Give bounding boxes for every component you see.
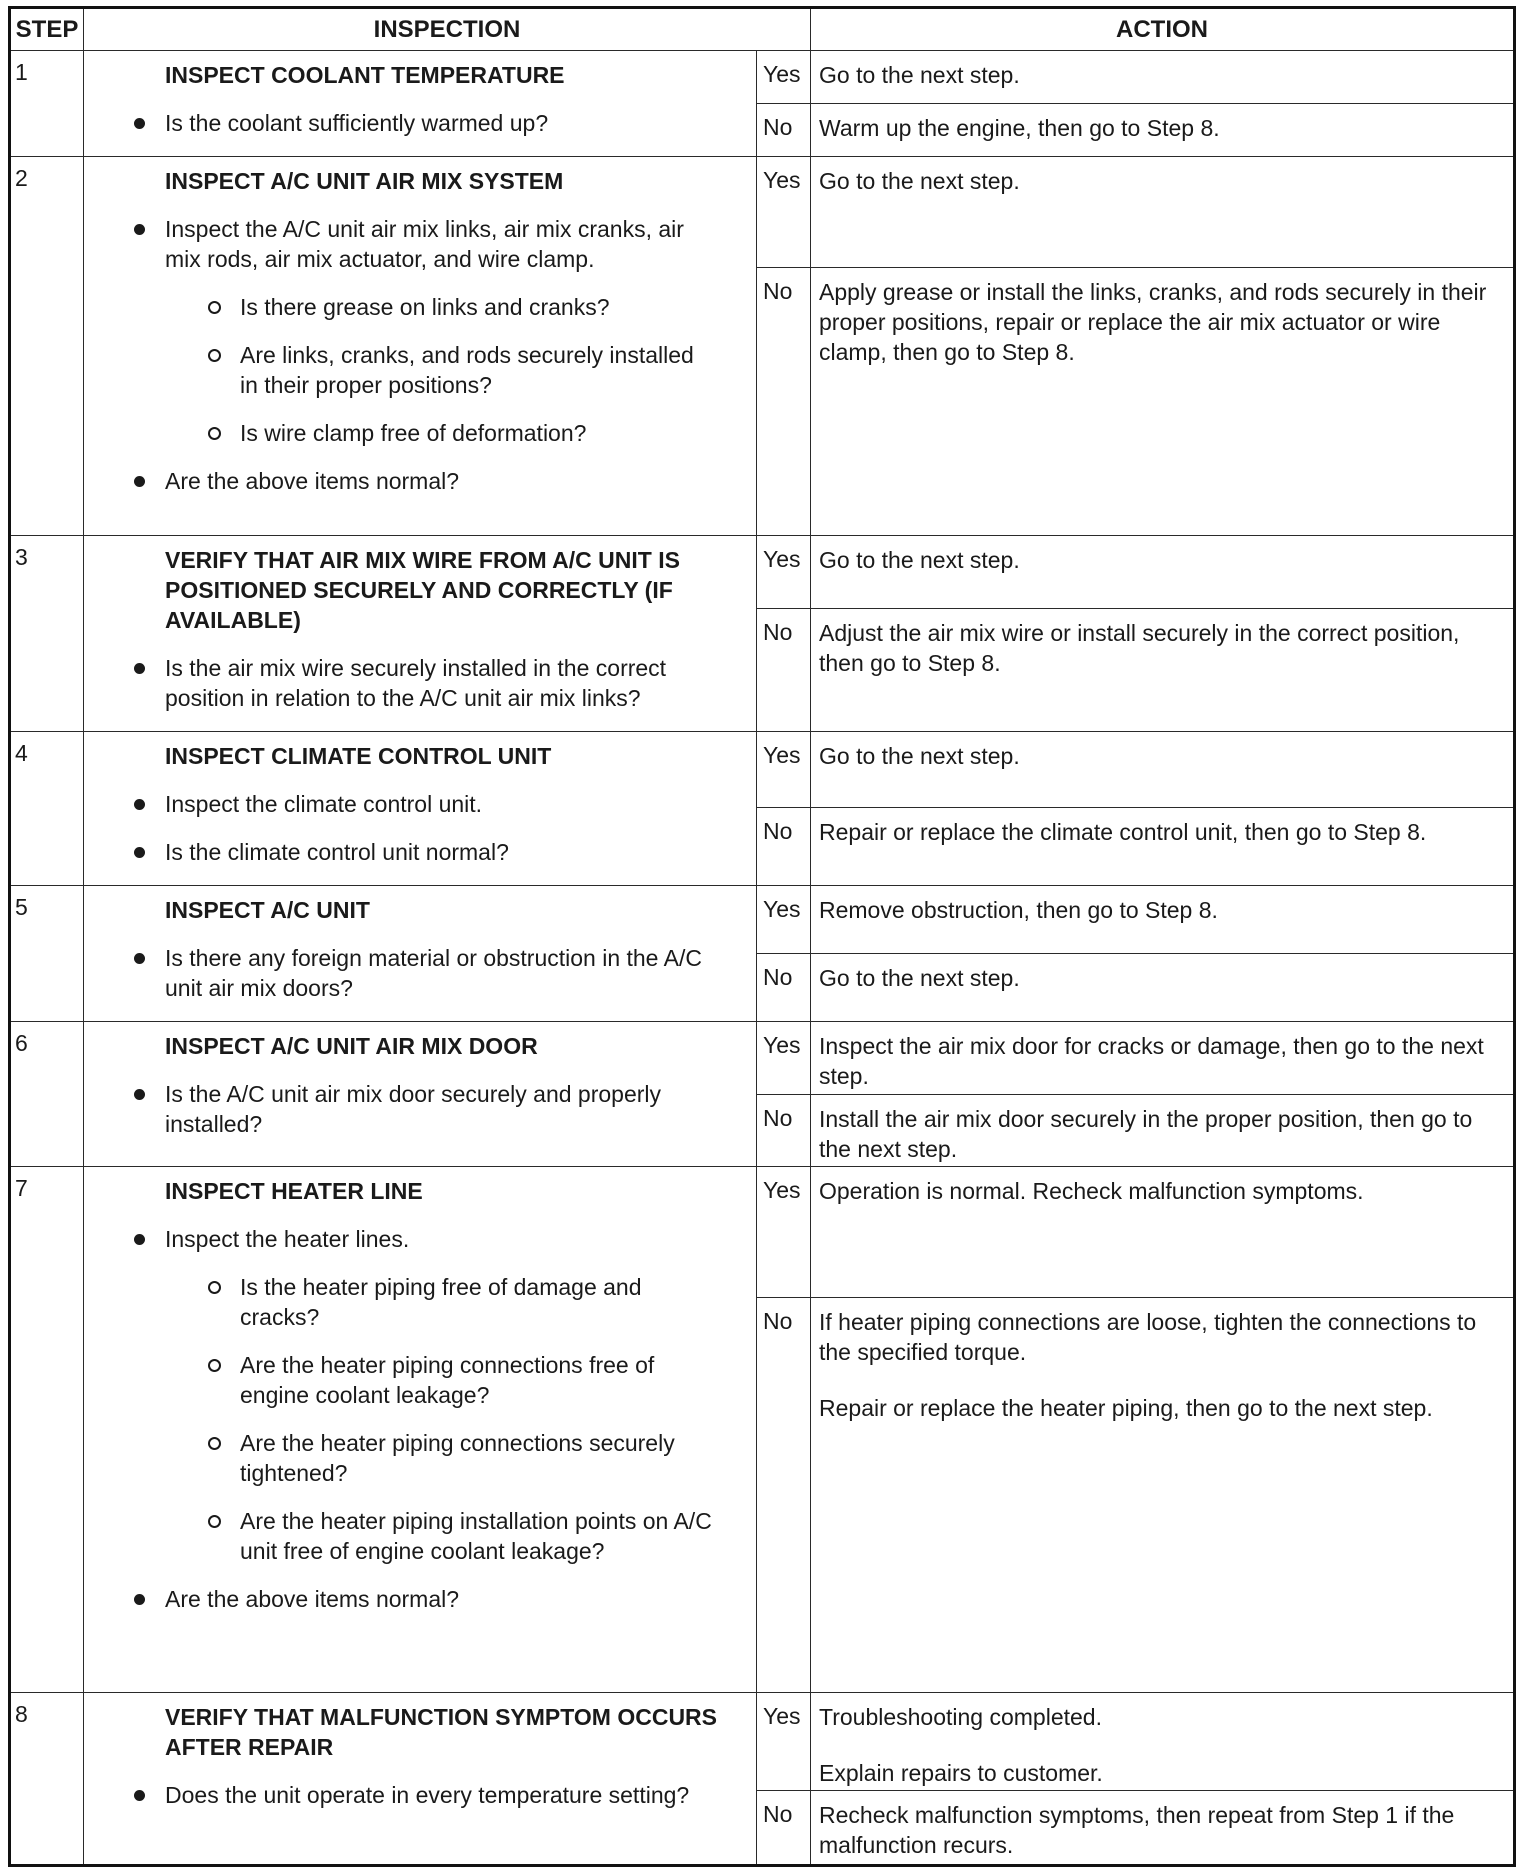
no-action [811, 1298, 1515, 1693]
step-row [10, 732, 1515, 808]
step-number: 8 [10, 1693, 84, 1866]
bullet-dot-icon [134, 1594, 145, 1605]
header-action: ACTION [811, 8, 1515, 51]
list-item: Is there any foreign material or obstruction in the A/C unit air mix doors? [84, 943, 756, 1003]
no-action: Warm up the engine, then go to Step 8. [811, 104, 1515, 157]
inspection-cell [84, 732, 757, 886]
bullet-dot-icon [134, 663, 145, 674]
bullet-circle-icon [208, 1281, 221, 1294]
step-row [10, 51, 1515, 104]
list-item: Is wire clamp free of deformation? [84, 418, 756, 448]
yes-label: Yes [757, 1022, 811, 1095]
bullet-circle-icon [208, 1437, 221, 1450]
list-item: Inspect the A/C unit air mix links, air mix cranks, air mix rods, air mix actuator, and wire clamp. [84, 214, 756, 274]
no-label: No [757, 1095, 811, 1167]
yes-label: Yes [757, 536, 811, 609]
no-action: Install the air mix door securely in the proper position, then go to the next step. [811, 1095, 1515, 1167]
step-number: 1 [10, 51, 84, 157]
yes-action-text: Troubleshooting completed. [819, 1704, 1102, 1730]
step-row [10, 1022, 1515, 1095]
inspection-cell [84, 1693, 757, 1866]
bullet-circle-icon [208, 427, 221, 440]
step-title: INSPECT HEATER LINE [165, 1178, 423, 1204]
bullet-dot-icon [134, 1790, 145, 1801]
list-item: Is the heater piping free of damage and cracks? [84, 1272, 756, 1332]
inspection-cell [84, 536, 757, 732]
step-title: INSPECT A/C UNIT AIR MIX SYSTEM [165, 168, 564, 194]
step-row [10, 1693, 1515, 1791]
inspection-cell [84, 157, 757, 536]
no-label: No [757, 954, 811, 1022]
step-row [10, 886, 1515, 954]
no-action: Recheck malfunction symptoms, then repeat from Step 1 if the malfunction recurs. [811, 1791, 1515, 1866]
step-title: VERIFY THAT MALFUNCTION SYMPTOM OCCURS AFTER REPAIR [165, 1704, 717, 1760]
bullet-dot-icon [134, 953, 145, 964]
yes-action: Go to the next step. [811, 732, 1515, 808]
list-item: Is the air mix wire securely installed in the correct position in relation to the A/C unit air mix links? [84, 653, 756, 713]
yes-action: Go to the next step. [811, 536, 1515, 609]
step-number: 2 [10, 157, 84, 536]
list-item: Are the above items normal? [84, 466, 756, 496]
yes-action: Go to the next step. [811, 51, 1515, 104]
step-title: INSPECT A/C UNIT AIR MIX DOOR [165, 1033, 538, 1059]
step-title: VERIFY THAT AIR MIX WIRE FROM A/C UNIT IS POSITIONED SECURELY AND CORRECTLY (IF AVAILABLE) [165, 547, 680, 633]
list-item: Is the A/C unit air mix door securely and properly installed? [84, 1079, 756, 1139]
list-item: Are the heater piping connections free of engine coolant leakage? [84, 1350, 756, 1410]
bullet-dot-icon [134, 476, 145, 487]
list-item: Is there grease on links and cranks? [84, 292, 756, 322]
no-action: Repair or replace the climate control unit, then go to Step 8. [811, 808, 1515, 886]
header-inspection: INSPECTION [84, 8, 811, 51]
yes-action: Remove obstruction, then go to Step 8. [811, 886, 1515, 954]
yes-action: Go to the next step. [811, 157, 1515, 268]
list-item: Is the coolant sufficiently warmed up? [84, 108, 756, 138]
no-label: No [757, 104, 811, 157]
step-row [10, 157, 1515, 268]
list-item: Are the heater piping installation points on A/C unit free of engine coolant leakage? [84, 1506, 756, 1566]
header-step: STEP [10, 8, 84, 51]
no-label: No [757, 268, 811, 536]
inspection-cell [84, 1167, 757, 1693]
list-item: Inspect the climate control unit. [84, 789, 756, 819]
step-number: 4 [10, 732, 84, 886]
step-title: INSPECT A/C UNIT [165, 897, 370, 923]
yes-action: Operation is normal. Recheck malfunction symptoms. [811, 1167, 1515, 1298]
yes-action: Inspect the air mix door for cracks or damage, then go to the next step. [811, 1022, 1515, 1095]
step-number: 5 [10, 886, 84, 1022]
step-title: INSPECT COOLANT TEMPERATURE [165, 62, 565, 88]
no-action: Apply grease or install the links, cranks, and rods securely in their proper positions, repair or replace the air mix actuator or wire clamp, then go to Step 8. [811, 268, 1515, 536]
step-number: 7 [10, 1167, 84, 1693]
yes-action [811, 1693, 1515, 1791]
inspection-cell [84, 1022, 757, 1167]
bullet-circle-icon [208, 1515, 221, 1528]
list-item: Inspect the heater lines. [84, 1224, 756, 1254]
no-action: Adjust the air mix wire or install securely in the correct position, then go to Step 8. [811, 608, 1515, 731]
bullet-circle-icon [208, 349, 221, 362]
yes-label: Yes [757, 1693, 811, 1791]
list-item: Are the above items normal? [84, 1584, 756, 1614]
bullet-dot-icon [134, 1089, 145, 1100]
yes-action-text-2: Explain repairs to customer. [819, 1760, 1103, 1786]
header-row [10, 8, 1515, 51]
bullet-dot-icon [134, 118, 145, 129]
troubleshooting-table [8, 6, 1516, 1867]
step-number: 3 [10, 536, 84, 732]
step-title: INSPECT CLIMATE CONTROL UNIT [165, 743, 552, 769]
yes-label: Yes [757, 1167, 811, 1298]
inspection-cell [84, 886, 757, 1022]
no-action-text-2: Repair or replace the heater piping, then go to the next step. [819, 1395, 1433, 1421]
bullet-dot-icon [134, 224, 145, 235]
yes-label: Yes [757, 157, 811, 268]
list-item: Are links, cranks, and rods securely installed in their proper positions? [84, 340, 756, 400]
step-number: 6 [10, 1022, 84, 1167]
no-action-text: If heater piping connections are loose, tighten the connections to the specified torque. [819, 1309, 1477, 1365]
list-item: Does the unit operate in every temperature setting? [84, 1780, 756, 1810]
bullet-circle-icon [208, 301, 221, 314]
no-label: No [757, 1298, 811, 1693]
step-row [10, 1167, 1515, 1298]
yes-label: Yes [757, 732, 811, 808]
no-label: No [757, 608, 811, 731]
bullet-dot-icon [134, 799, 145, 810]
bullet-dot-icon [134, 847, 145, 858]
yes-label: Yes [757, 51, 811, 104]
no-label: No [757, 808, 811, 886]
bullet-dot-icon [134, 1234, 145, 1245]
step-row [10, 536, 1515, 609]
inspection-cell [84, 51, 757, 157]
list-item: Are the heater piping connections securely tightened? [84, 1428, 756, 1488]
bullet-circle-icon [208, 1359, 221, 1372]
no-action: Go to the next step. [811, 954, 1515, 1022]
yes-label: Yes [757, 886, 811, 954]
list-item: Is the climate control unit normal? [84, 837, 756, 867]
no-label: No [757, 1791, 811, 1866]
